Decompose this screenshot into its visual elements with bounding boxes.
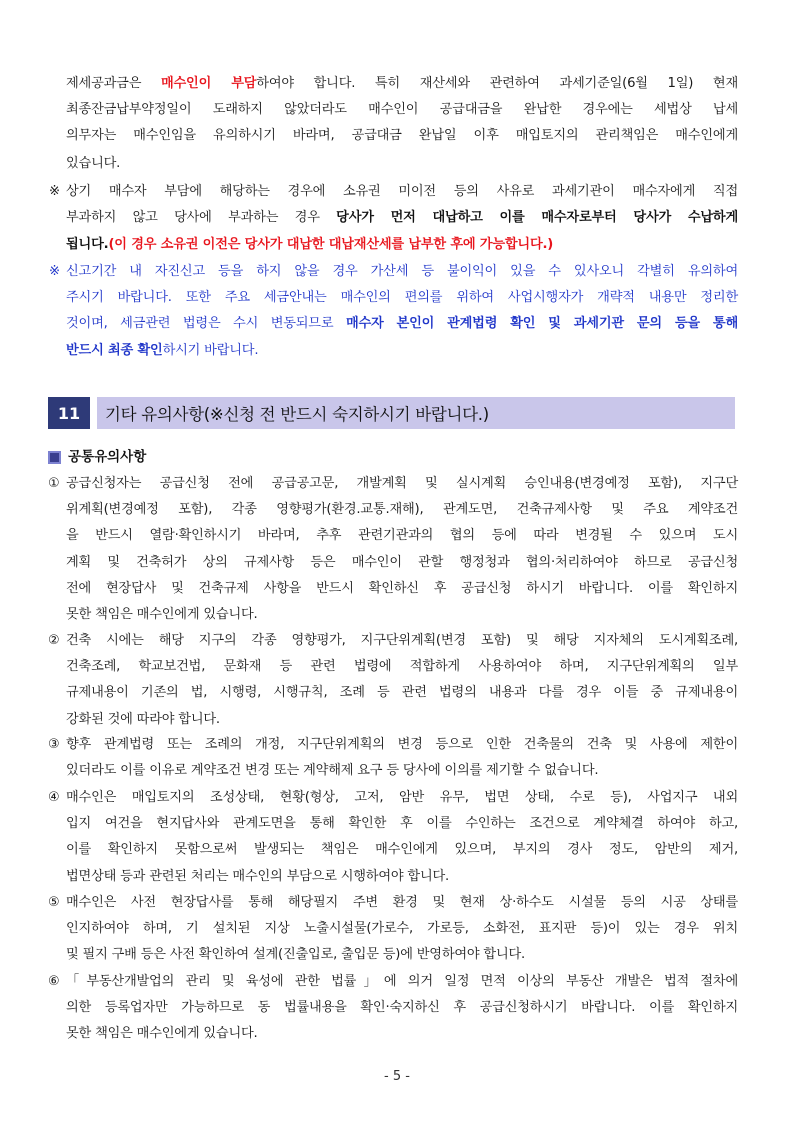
text-line: 건축 시에는 해당 지구의 각종 영향평가, 지구단위계획(변경 포함) 및 해당 지자체의 도시계획조례, [66,633,738,648]
reference-mark: ※ [49,264,60,279]
text-line: 의무자는 매수인임을 유의하시기 바라며, 공급대금 완납일 이후 매입토지의 관리책임은 매수인에게 [66,128,738,143]
text-line: 신고기간 내 자진신고 등을 하지 않을 경우 가산세 등 불이익이 있을 수 있사오니 각별히 유의하여 [66,264,738,279]
text-line: 건축조례, 학교보건법, 문화재 등 관련 법령에 적합하게 사용하여야 하며, 지구단위계획의 일부 [66,659,738,675]
item-number: ⑥ [48,974,60,989]
text-line: 「부동산개발업의 관리 및 육성에 관한 법률」에 의거 일정 면적 이상의 부동산 개발은 법적 절차에 [66,974,738,989]
text-line: 것이며, 세금관련 법령은 수시 변동되므로 매수자 본인이 관계법령 확인 및 과세기관 문의 등을 통해 [66,316,738,331]
text-line: 입지 여건을 현지답사와 관계도면을 통해 확인한 후 이를 수인하는 조건으로 계약체결 하여야 하고, [66,816,738,832]
text-line: 이를 확인하지 못함으로써 발생되는 책임은 매수인에게 있으며, 부지의 경사 정도, 암반의 제거, [66,842,738,858]
text-line: 의한 등록업자만 가능하므로 동 법률내용을 확인·숙지하신 후 공급신청하시기 바랍니다. 이를 확인하지 [66,1000,738,1016]
text-line: 전에 현장답사 및 건축규제 사항을 반드시 확인하신 후 공급신청 하시기 바랍니다. 이를 확인하지 [66,580,738,596]
text-line: 규제내용이 기존의 법, 시행령, 시행규칙, 조례 등 관련 법령의 내용과 다를 경우 이들 중 규제내용이 [66,685,738,701]
text-line: 제세공과금은 매수인이 부담하여야 합니다. 특히 재산세와 관련하여 과세기준일(6월 1일) 현재 [66,76,738,91]
item-number: ③ [48,737,60,752]
text-line: 있습니다. [66,156,121,171]
text-line: 및 필지 구배 등은 사전 확인하여 설계(진출입로, 출입문 등)에 반영하여야 합니다. [66,947,526,963]
text-line: 매수인은 매입토지의 조성상태, 현황(형상, 고저, 암반 유무, 법면 상태, 수로 등), 사업지구 내외 [66,790,738,805]
text-line: 반드시 최종 확인하시기 바랍니다. [66,343,259,358]
text-line: 계획 및 건축허가 상의 규제사항 등은 매수인이 관할 행정청과 협의·처리하여야 하므로 공급신청 [66,554,738,570]
text-line: 있더라도 이를 이유로 계약조건 변경 또는 계약해제 요구 등 당사에 이의를 제기할 수 없습니다. [66,763,599,779]
text-line: 매수인은 사전 현장답사를 통해 해당필지 주변 환경 및 현재 상·하수도 시설물 등의 시공 상태를 [66,895,738,910]
item-number: ④ [48,790,60,805]
subsection-title: 공통유의사항 [68,449,147,465]
text-line: 됩니다.(이 경우 소유권 이전은 당사가 대납한 대납재산세를 납부한 후에 가능합니다.) [66,237,554,252]
highlight-ownership-transfer: (이 경우 소유권 이전은 당사가 대납한 대납재산세를 납부한 후에 가능합니다.) [108,237,554,252]
reference-mark: ※ [49,184,60,199]
text-line: 위계획(변경예정 포함), 각종 영향평가(환경.교통.재해), 관계도면, 건축규제사항 및 주요 계약조건 [66,502,738,518]
item-number: ① [48,476,60,491]
text-line: 최종잔금납부약정일이 도래하지 않았더라도 매수인이 공급대금을 완납한 경우에는 세법상 납세 [66,102,738,117]
text-line: 강화된 것에 따라야 합니다. [66,711,220,727]
text-line: 부과하지 않고 당사에 부과하는 경우 당사가 먼저 대납하고 이를 매수자로부터 당사가 수납하게 [66,210,738,225]
square-bullet-icon [48,451,61,464]
text-line: 인지하여야 하며, 기 설치된 지상 노출시설물(가로수, 가로등, 소화전, 표지판 등)이 있는 경우 위치 [66,921,738,937]
item-number: ② [48,633,60,648]
text-line: 못한 책임은 매수인에게 있습니다. [66,607,258,622]
text-line: 공급신청자는 공급신청 전에 공급공고문, 개발계획 및 실시계획 승인내용(변경예정 포함), 지구단 [66,476,738,491]
section-number: 11 [48,397,90,429]
text-line: 법면상태 등과 관련된 처리는 매수인의 부담으로 시행하여야 합니다. [66,868,450,884]
text-line: 못한 책임은 매수인에게 있습니다. [66,1026,258,1042]
highlight-buyer-burden: 매수인이 부담 [160,76,257,91]
text-line: 주시기 바랍니다. 또한 주요 세금안내는 매수인의 편의를 위하여 사업시행자가 개략적 내용만 정리한 [66,290,738,305]
item-number: ⑤ [48,895,60,910]
page-number: - 5 - [384,1069,410,1084]
text-line: 을 반드시 열람·확인하시기 바라며, 추후 관련기관과의 협의 등에 따라 변경될 수 있으며 도시 [66,528,738,544]
text-line: 향후 관계법령 또는 조례의 개정, 지구단위계획의 변경 등으로 인한 건축물의 건축 및 사용에 제한이 [66,737,738,752]
text-line: 상기 매수자 부담에 해당하는 경우에 소유권 미이전 등의 사유로 과세기관이 매수자에게 직접 [66,184,738,199]
section-title: 기타 유의사항(※신청 전 반드시 숙지하시기 바랍니다.) [97,397,735,429]
